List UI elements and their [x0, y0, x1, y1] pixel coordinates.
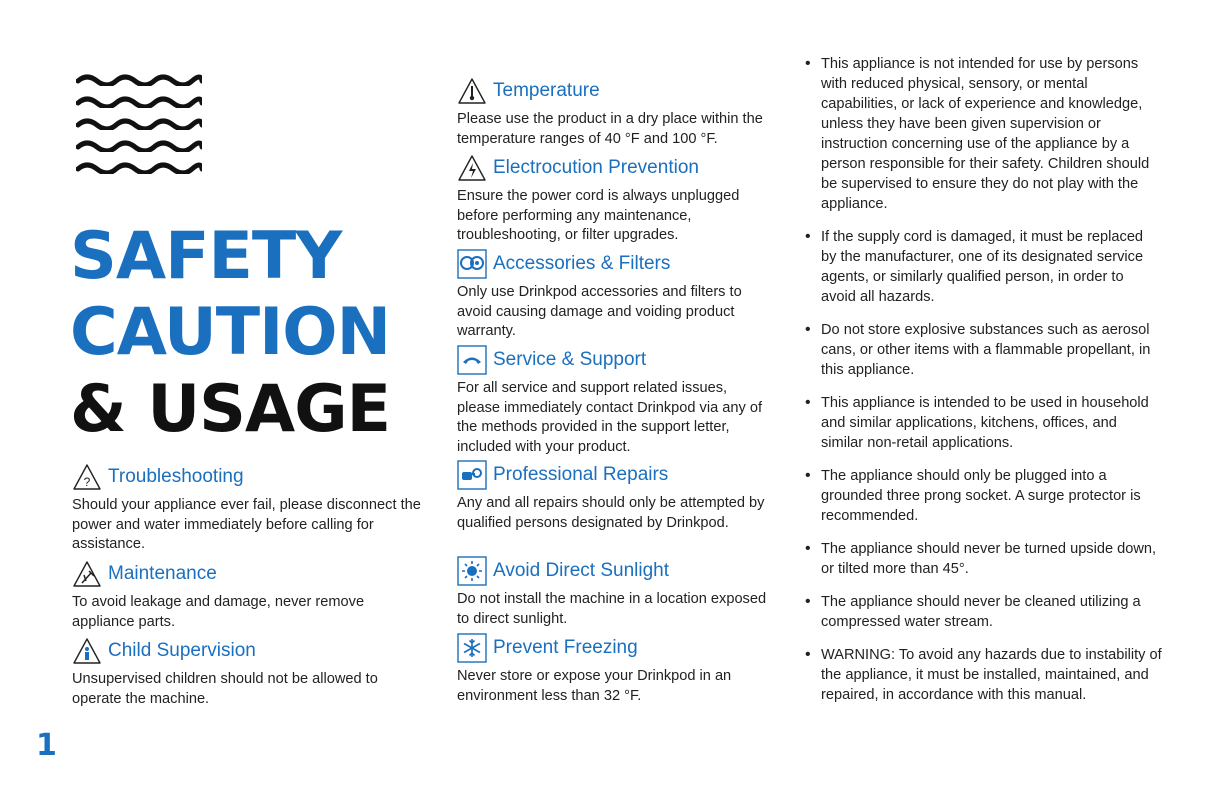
water-waves-icon [76, 72, 202, 182]
list-item: • The appliance should only be plugged into a grounded three prong socket. A surge protector is recommended. [802, 466, 1162, 526]
page-number: 1 [36, 728, 57, 763]
maintenance-heading: Maintenance [108, 563, 217, 584]
repairs-heading: Professional Repairs [493, 464, 669, 485]
temperature-text: Please use the product in a dry place within the temperature ranges of 40 °F and 100 °F. [457, 111, 763, 147]
section-freezing [457, 633, 769, 706]
list-item: • This appliance is not intended for use by persons with reduced physical, sensory, or mental capabilities, or lack of experience and knowledge, unless they have been given supervision or instruction concerning use of the appliance by a person responsible for their safety. Children should be supervised to ensure they do not play with the appliance. [802, 54, 1162, 214]
electrocution-heading: Electrocution Prevention [493, 157, 699, 178]
maintenance-text: To avoid leakage and damage, never remove appliance parts. [72, 594, 365, 630]
service-heading: Service & Support [493, 349, 647, 370]
child-supervision-heading: Child Supervision [108, 640, 256, 661]
section-service [457, 345, 769, 457]
safety-bullet-list [802, 54, 1162, 718]
section-sunlight [457, 556, 769, 629]
troubleshooting-heading: Troubleshooting [108, 466, 244, 487]
maintenance-warning-icon [72, 559, 102, 589]
sunlight-heading: Avoid Direct Sunlight [493, 560, 670, 581]
filter-icon [457, 249, 487, 279]
section-child-supervision [72, 636, 422, 709]
temperature-heading: Temperature [493, 80, 600, 101]
lightning-warning-icon [457, 153, 487, 183]
list-item: • Do not store explosive substances such as aerosol cans, or other items with a flammable propellant, in this appliance. [802, 320, 1162, 380]
list-item: • The appliance should never be turned upside down, or tilted more than 45°. [802, 539, 1162, 579]
accessories-heading: Accessories & Filters [493, 253, 671, 274]
svg-text:?: ? [83, 475, 91, 489]
thermometer-warning-icon [457, 76, 487, 106]
section-accessories [457, 249, 769, 342]
repairs-text: Any and all repairs should only be attempted by qualified persons designated by Drinkpod. [457, 495, 765, 531]
electrocution-text: Ensure the power cord is always unplugged before performing any maintenance, troubleshooting, or filter upgrades. [457, 188, 740, 244]
snowflake-icon [457, 633, 487, 663]
freezing-heading: Prevent Freezing [493, 637, 638, 658]
title-usage: & USAGE [70, 372, 390, 447]
list-item: • WARNING: To avoid any hazards due to instability of the appliance, it must be installed, maintained, and repaired, in accordance with this manual. [802, 645, 1162, 705]
repair-icon [457, 460, 487, 490]
phone-icon [457, 345, 487, 375]
section-electrocution [457, 153, 769, 246]
service-text: For all service and support related issues, please immediately contact Drinkpod via any of the methods provided in the support letter, included with your product. [457, 380, 763, 455]
child-supervision-text: Unsupervised children should not be allowed to operate the machine. [72, 671, 378, 707]
title-caution: CAUTION [70, 295, 390, 370]
list-item: • If the supply cord is damaged, it must be replaced by the manufacturer, one of its designated service agents, or similarly qualified person, in order to avoid all hazards. [802, 227, 1162, 307]
section-temperature [457, 76, 769, 149]
freezing-text: Never store or expose your Drinkpod in an environment less than 32 °F. [457, 668, 732, 704]
accessories-text: Only use Drinkpod accessories and filters to avoid causing damage and voiding product warranty. [457, 284, 742, 340]
sunlight-text: Do not install the machine in a location exposed to direct sunlight. [457, 591, 767, 627]
title-safety: SAFETY [70, 219, 342, 294]
child-warning-icon [72, 636, 102, 666]
question-warning-icon [72, 462, 102, 492]
list-item: • The appliance should never be cleaned utilizing a compressed water stream. [802, 592, 1162, 632]
section-maintenance [72, 559, 422, 632]
troubleshooting-text: Should your appliance ever fail, please disconnect the power and water immediately before calling for assistance. [72, 497, 421, 553]
list-item: • This appliance is intended to be used in household and similar applications, kitchens, offices, and similar non-retail applications. [802, 393, 1162, 453]
section-troubleshooting [72, 462, 422, 555]
sun-icon [457, 556, 487, 586]
section-repairs [457, 460, 769, 533]
